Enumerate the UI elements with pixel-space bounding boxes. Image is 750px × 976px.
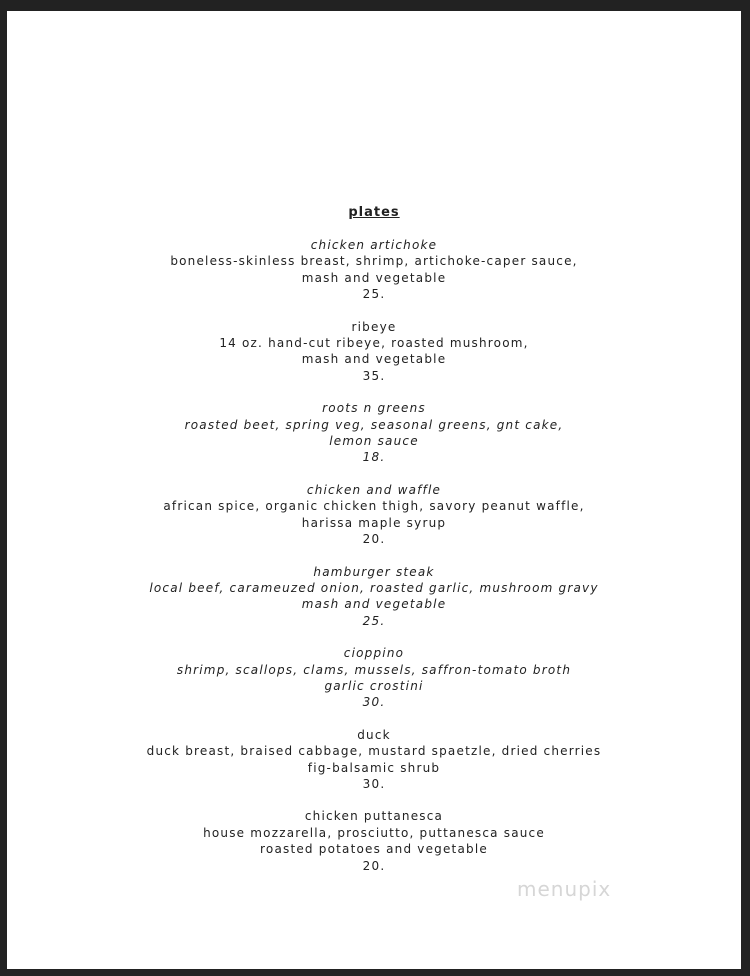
- item-name: chicken puttanesca: [304, 809, 444, 824]
- item-description: shrimp, scallops, clams, mussels, saffron-tomato broth: [176, 662, 572, 677]
- item-name: roots n greens: [322, 401, 426, 416]
- item-description: garlic crostini: [324, 678, 424, 693]
- item-description: roasted beet, spring veg, seasonal greens, gnt cake,: [184, 417, 564, 432]
- item-description: house mozzarella, prosciutto, puttanesca sauce: [203, 825, 545, 840]
- item-price: 18.: [362, 450, 386, 465]
- item-description: mash and vegetable: [301, 270, 447, 285]
- item-name: ribeye: [351, 319, 397, 334]
- item-price: 25.: [362, 613, 386, 628]
- menu-item-hamburger-steak: [7, 564, 741, 630]
- item-description: duck breast, braised cabbage, mustard spaetzle, dried cherries: [146, 744, 602, 759]
- menupix-watermark: menupix: [517, 877, 612, 901]
- item-price: 30.: [362, 695, 386, 710]
- item-price: 20.: [362, 532, 386, 547]
- item-name: hamburger steak: [313, 564, 435, 579]
- menu-item-chicken-puttanesca: [7, 808, 741, 874]
- section-title: plates: [348, 205, 400, 220]
- item-price: 25.: [362, 287, 386, 302]
- item-description: 14 oz. hand-cut ribeye, roasted mushroom,: [219, 336, 529, 351]
- item-name: chicken and waffle: [306, 482, 442, 497]
- item-description: boneless-skinless breast, shrimp, artichoke-caper sauce,: [170, 254, 578, 269]
- item-description: african spice, organic chicken thigh, savory peanut waffle,: [163, 499, 585, 514]
- item-price: 35.: [362, 368, 386, 383]
- item-description: fig-balsamic shrub: [307, 760, 441, 775]
- menu-item-chicken-and-waffle: [7, 482, 741, 548]
- item-description: lemon sauce: [329, 434, 419, 449]
- item-description: harissa maple syrup: [301, 515, 447, 530]
- item-price: 20.: [362, 858, 386, 873]
- menu-item-roots-n-greens: [7, 400, 741, 466]
- item-description: mash and vegetable: [301, 597, 447, 612]
- item-description: roasted potatoes and vegetable: [260, 842, 488, 857]
- item-description: mash and vegetable: [301, 352, 447, 367]
- menu-item-ribeye: [7, 319, 741, 385]
- item-description: local beef, carameuzed onion, roasted garlic, mushroom gravy: [149, 580, 599, 595]
- item-price: 30.: [362, 776, 386, 791]
- menu-item-cioppino: [7, 645, 741, 711]
- item-name: chicken artichoke: [310, 238, 438, 252]
- item-name: cioppino: [343, 646, 405, 661]
- menu-item-chicken-artichoke: [7, 237, 741, 303]
- menu-item-duck: [7, 727, 741, 793]
- menu-page: [7, 11, 741, 969]
- menu-section: [7, 205, 741, 890]
- item-name: duck: [357, 727, 391, 742]
